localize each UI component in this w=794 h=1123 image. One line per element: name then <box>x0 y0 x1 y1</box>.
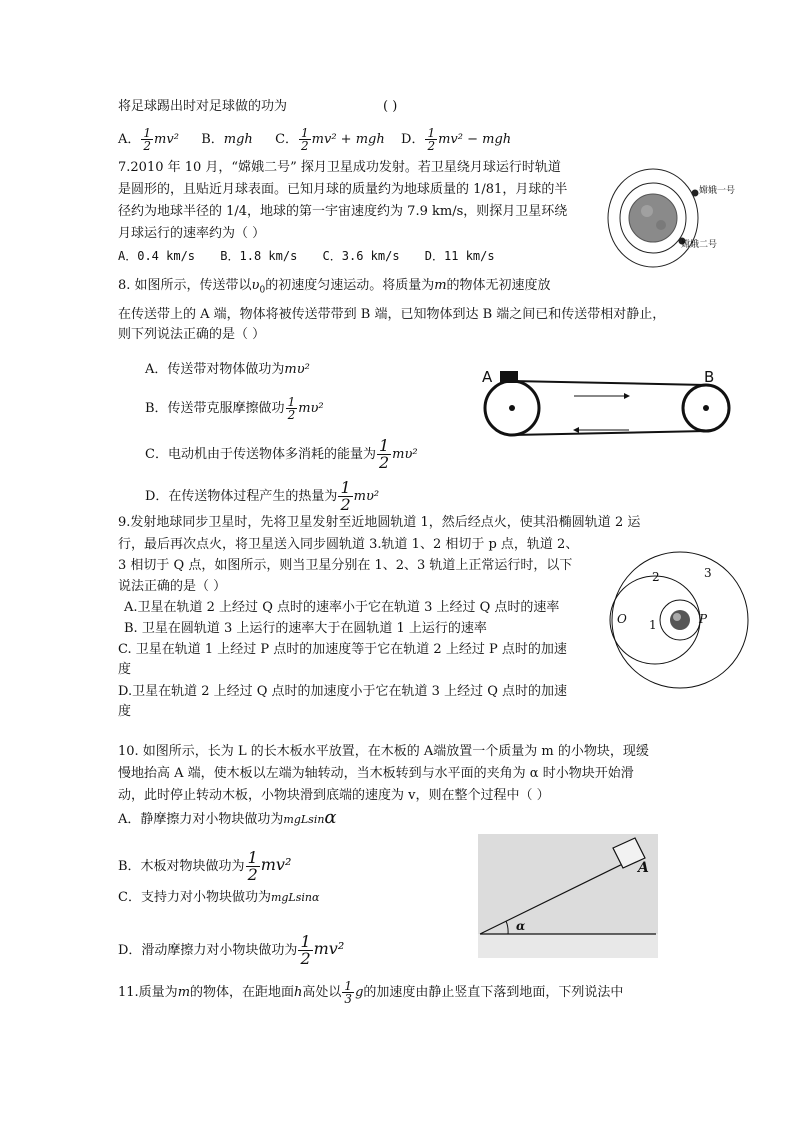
q9-label-2: 2 <box>652 570 660 584</box>
q7-option-c: C．3.6 km/s <box>322 249 400 263</box>
q6-stem: 将足球踢出时对足球做的功为 ( ) <box>118 99 398 114</box>
q8-conveyor-figure <box>474 366 734 446</box>
q8-line1: 8. 如图所示，传送带以$\upsilon_0$的初速度匀速运动。将质量为m的物体无初速度放 <box>118 278 551 296</box>
q8-option-a: A．传送带对物体做功为mυ² <box>145 362 310 377</box>
q9-line4: 说法正确的是（ ） <box>118 579 227 594</box>
q9-label-p: P <box>699 612 708 626</box>
q9-option-d-line2: 度 <box>118 704 132 719</box>
q6-option-c: C． $\frac{1}{2}$ mv² + mgh <box>275 126 385 153</box>
q10-option-c: C．支持力对小物块做功为mgLsinα <box>118 890 320 905</box>
q10-label-alpha: α <box>516 919 526 933</box>
q6-options <box>118 127 511 152</box>
q8-line2: 在传送带上的 A 端，物体将被传送带带到 B 端，已知物体到达 B 端之间已和传送带相对静止， <box>118 307 666 322</box>
q9-label-3: 3 <box>704 566 712 580</box>
q8-line3: 则下列说法正确的是（ ） <box>118 327 266 342</box>
q8-option-b: B．传送带克服摩擦做功 $\frac{1}{2}$ mυ² <box>145 395 324 422</box>
q10-option-d: D．滑动摩擦力对小物块做功为 $\frac{1}{2}$ mv² <box>118 932 345 968</box>
q9-option-b: B. 卫星在圆轨道 3 上运行的速率大于在圆轨道 1 上运行的速率 <box>124 621 487 636</box>
q6-option-a: A． $\frac{1}{2}$ mv² <box>118 126 179 153</box>
q8-label-b: B <box>704 368 715 386</box>
q7-option-b: B．1.8 km/s <box>220 249 298 263</box>
q7-line1: 7.2010 年 10 月，“嫦娥二号” 探月卫星成功发射。若卫星绕月球运行时轨道 <box>118 160 561 175</box>
q9-label-o: O <box>617 612 627 626</box>
q8-label-a: A <box>482 368 493 386</box>
q10-option-b: B．木板对物块做功为 $\frac{1}{2}$ mv² <box>118 848 292 884</box>
q6-option-b: B．mgh <box>201 132 253 147</box>
q8-option-d: D．在传送物体过程产生的热量为 $\frac{1}{2}$ mυ² <box>145 478 380 514</box>
q9-line2: 行，最后再次点火，将卫星送入同步圆轨道 3.轨道 1、2 相切于 p 点，轨道 2、 <box>118 537 579 552</box>
q9-option-c-line2: 度 <box>118 662 132 677</box>
q9-option-c-line1: C. 卫星在轨道 1 上经过 P 点时的加速度等于它在轨道 2 上经过 P 点时的加速 <box>118 642 567 657</box>
q9-option-d-line1: D.卫星在轨道 2 上经过 Q 点时的加速度小于它在轨道 3 上经过 Q 点时的加速 <box>118 684 568 699</box>
q9-label-1: 1 <box>649 618 657 632</box>
q7-option-a: A．0.4 km/s <box>118 249 196 263</box>
q7-line2: 是圆形的，且贴近月球表面。已知月球的质量约为地球质量的 1/81，月球的半 <box>118 182 568 197</box>
q10-line2: 慢地抬高 A 端，使木板以左端为轴转动，当木板转到与水平面的夹角为 α 时小物块开始滑 <box>118 766 634 781</box>
q10-line1: 10. 如图所示，长为 L 的长木板水平放置，在木板的 A端放置一个质量为 m 的小物块，现缓 <box>118 744 649 759</box>
q9-option-a: A.卫星在轨道 2 上经过 Q 点时的速率小于它在轨道 3 上经过 Q 点时的速率 <box>124 600 560 615</box>
q6-option-d: D． $\frac{1}{2}$ mv² − mgh <box>401 126 512 153</box>
q10-line3: 动，此时停止转动木板，小物块滑到底端的速度为 v，则在整个过程中（ ） <box>118 788 550 803</box>
q7-label-chang-e-2: 嫦娥二号 <box>681 240 718 250</box>
q10-label-a: A <box>638 860 649 876</box>
q7-options <box>118 246 513 266</box>
q11-line1: 11.质量为m的物体，在距地面h高处以 $\frac{1}{3}$ g的加速度由静止竖直下落到地面，下列说法中 <box>118 979 624 1006</box>
q7-line4: 月球运行的速率约为（ ） <box>118 226 266 241</box>
q7-line3: 径约为地球半径的 1/4，地球的第一宇宙速度约为 7.9 km/s，则探月卫星环绕 <box>118 204 568 219</box>
q7-option-d: D．11 km/s <box>424 249 495 263</box>
q10-option-a: A．静摩擦力对小物块做功为mgLsinα <box>118 807 337 828</box>
q10-incline-figure <box>478 834 658 958</box>
q7-label-chang-e-1: 嫦娥一号 <box>699 186 736 196</box>
q9-line3: 3 相切于 Q 点，如图所示，则当卫星分别在 1、2、3 轨道上正常运行时，以下 <box>118 558 573 573</box>
q8-option-c: C．电动机由于传送物体多消耗的能量为 $\frac{1}{2}$ mυ² <box>145 436 418 472</box>
q7-orbit-figure <box>603 163 753 273</box>
q9-orbit-figure <box>600 548 750 698</box>
q9-line1: 9.发射地球同步卫星时，先将卫星发射至近地圆轨道 1，然后经点火，使其沿椭圆轨道 2 运 <box>118 515 641 530</box>
